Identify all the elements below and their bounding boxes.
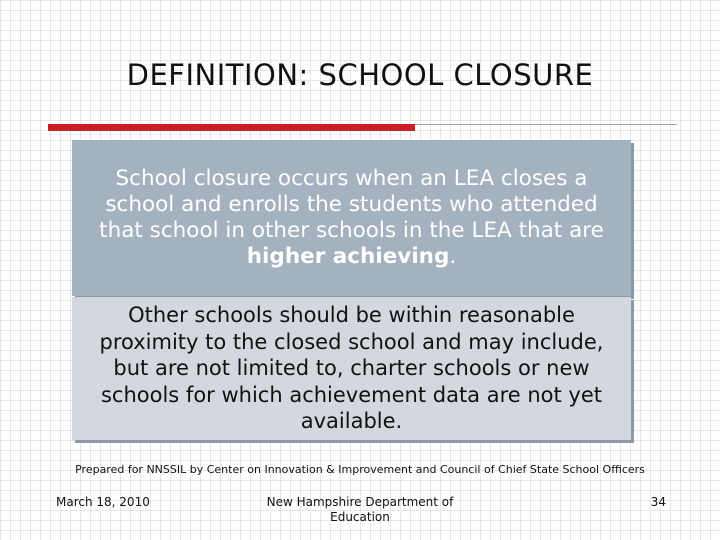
definition-text [87,166,617,270]
slide-title: DEFINITION: SCHOOL CLOSURE [126,58,594,92]
detail-text: Other schools should be within reasonable proximity to the closed school and may include, but are not limited to, charter schools or new schools for which achievement data are not yet available. [99,303,604,434]
prepared-note: Prepared for NNSSIL by Center on Innovation & Improvement and Council of Chief State School Officers [75,463,645,476]
title-underline-accent [48,124,415,131]
page-number: 34 [650,495,666,509]
definition-text-main: School closure occurs when an LEA closes a school and enrolls the students who attended that school in other schools in the LEA that are [99,166,604,243]
definition-emphasis: higher achieving [246,244,450,269]
definition-text-end: . [449,244,457,269]
detail-box [72,297,631,440]
footer-organization: New Hampshire Department of Education [266,495,454,524]
footer-date: March 18, 2010 [56,495,150,509]
title-underline-rule [415,124,677,125]
definition-box [72,140,631,296]
